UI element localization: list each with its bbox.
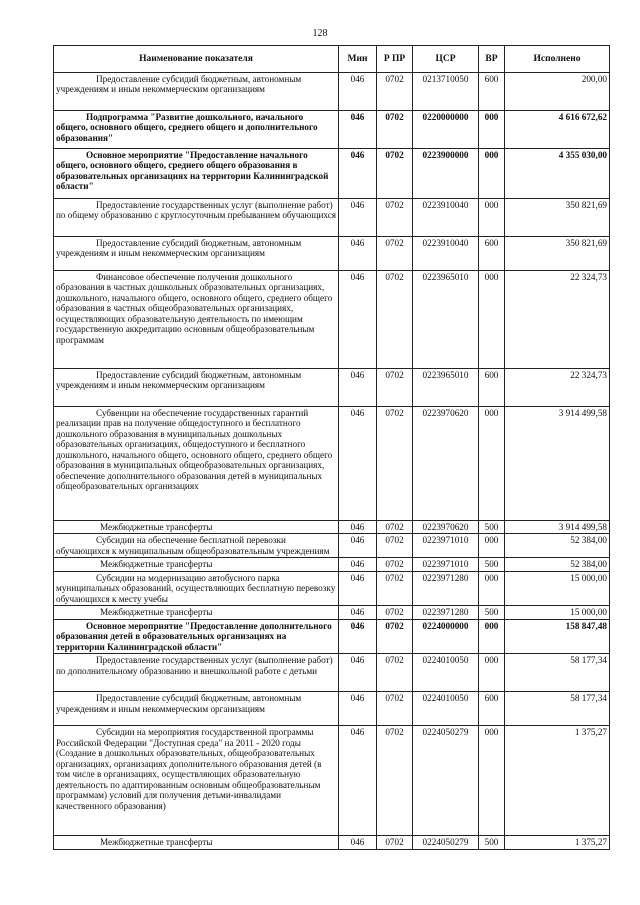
row-csr: 0223965010 [413, 369, 479, 407]
row-min: 046 [339, 571, 377, 605]
row-csr: 0223910040 [413, 199, 479, 237]
row-done: 3 914 499,58 [505, 521, 610, 534]
row-vr: 000 [479, 199, 505, 237]
table-row [54, 619, 610, 653]
row-csr: 0223971010 [413, 534, 479, 558]
row-done: 58 177,34 [505, 692, 610, 726]
table-row [54, 692, 610, 726]
row-min: 046 [339, 619, 377, 653]
row-rpr: 0702 [377, 692, 413, 726]
row-done: 4 616 672,62 [505, 111, 610, 149]
row-csr: 0223970620 [413, 521, 479, 534]
row-done: 1 375,27 [505, 726, 610, 836]
row-min: 046 [339, 237, 377, 271]
table-row [54, 571, 610, 605]
row-rpr: 0702 [377, 726, 413, 836]
header-vr: ВР [479, 46, 505, 73]
row-rpr: 0702 [377, 571, 413, 605]
row-csr: 0224000000 [413, 619, 479, 653]
table-row [54, 149, 610, 199]
row-name: Подпрограмма "Развитие дошкольного, начального общего, основного общего, среднего общего и дополнительного образования" [54, 111, 339, 149]
row-done: 58 177,34 [505, 654, 610, 692]
row-vr: 000 [479, 571, 505, 605]
table-row [54, 237, 610, 271]
table-row [54, 836, 610, 849]
row-csr: 0213710050 [413, 73, 479, 111]
row-vr: 500 [479, 558, 505, 571]
row-name: Субсидии на мероприятия государственной программы Российской Федерации "Доступная среда" на 2011 - 2020 годы (Создание в дошкольных образовательных, общеобразовательных организациях, организациях дополнительного образования детей (в том числе в организациях, осуществляющих образовательную деятельность по адаптированным основным общеобразовательным программам) условий для получения детьми-инвалидами качественного образования) [54, 726, 339, 836]
row-csr: 0224050279 [413, 726, 479, 836]
row-min: 046 [339, 199, 377, 237]
table-row [54, 369, 610, 407]
header-rpr: Р ПР [377, 46, 413, 73]
row-rpr: 0702 [377, 111, 413, 149]
row-vr: 000 [479, 111, 505, 149]
row-rpr: 0702 [377, 271, 413, 369]
row-name: Субвенции на обеспечение государственных гарантий реализации прав на получение общедоступного и бесплатного дошкольного образования в муниципальных дошкольных образовательных организациях, общедоступного и бесплатного дошкольного, начального общего, основного общего, среднего общего образования в муниципальных общеобразовательных организациях, обеспечение дополнительного образования детей в муниципальных общеобразовательных организациях [54, 407, 339, 521]
row-done: 4 355 030,00 [505, 149, 610, 199]
row-name: Предоставление субсидий бюджетным, автономным учреждениям и иным некоммерческим организациям [54, 369, 339, 407]
row-done: 350 821,69 [505, 199, 610, 237]
row-min: 046 [339, 558, 377, 571]
row-vr: 000 [479, 619, 505, 653]
row-min: 046 [339, 149, 377, 199]
page-number: 128 [312, 28, 328, 39]
row-vr: 600 [479, 369, 505, 407]
row-name: Субсидии на обеспечение бесплатной перевозки обучающихся к муниципальным общеобразовательным учреждениям [54, 534, 339, 558]
row-min: 046 [339, 73, 377, 111]
row-csr: 0223910040 [413, 237, 479, 271]
row-rpr: 0702 [377, 558, 413, 571]
table-row [54, 606, 610, 619]
header-done: Исполнено [505, 46, 610, 73]
row-min: 046 [339, 836, 377, 849]
row-done: 22 324,73 [505, 271, 610, 369]
row-vr: 600 [479, 237, 505, 271]
table-row [54, 111, 610, 149]
row-done: 1 375,27 [505, 836, 610, 849]
table-row [54, 726, 610, 836]
row-csr: 0223965010 [413, 271, 479, 369]
row-min: 046 [339, 407, 377, 521]
row-vr: 000 [479, 407, 505, 521]
row-min: 046 [339, 692, 377, 726]
row-name: Основное мероприятие "Предоставление дополнительного образования детей в образовательных организациях на территории Калининградской области" [54, 619, 339, 653]
row-rpr: 0702 [377, 619, 413, 653]
table-row [54, 271, 610, 369]
header-min: Мин [339, 46, 377, 73]
row-rpr: 0702 [377, 407, 413, 521]
row-min: 046 [339, 369, 377, 407]
table-row [54, 407, 610, 521]
budget-table [53, 45, 610, 850]
row-name: Межбюджетные трансферты [54, 521, 339, 534]
row-rpr: 0702 [377, 654, 413, 692]
row-name: Предоставление субсидий бюджетным, автономным учреждениям и иным некоммерческим организациям [54, 237, 339, 271]
row-csr: 0223971280 [413, 571, 479, 605]
row-min: 046 [339, 534, 377, 558]
row-rpr: 0702 [377, 534, 413, 558]
table-row [54, 558, 610, 571]
row-vr: 600 [479, 73, 505, 111]
row-vr: 500 [479, 521, 505, 534]
row-rpr: 0702 [377, 199, 413, 237]
row-csr: 0223971280 [413, 606, 479, 619]
row-done: 22 324,73 [505, 369, 610, 407]
row-name: Предоставление субсидий бюджетным, автономным учреждениям и иным некоммерческим организациям [54, 692, 339, 726]
row-done: 52 384,00 [505, 558, 610, 571]
table-row [54, 521, 610, 534]
row-done: 52 384,00 [505, 534, 610, 558]
row-rpr: 0702 [377, 606, 413, 619]
row-name: Предоставление государственных услуг (выполнение работ) по общему образованию с круглосуточным пребыванием обучающихся [54, 199, 339, 237]
row-csr: 0224010050 [413, 654, 479, 692]
row-vr: 000 [479, 654, 505, 692]
row-done: 15 000,00 [505, 571, 610, 605]
row-rpr: 0702 [377, 149, 413, 199]
row-csr: 0223971010 [413, 558, 479, 571]
row-done: 200,00 [505, 73, 610, 111]
row-done: 158 847,48 [505, 619, 610, 653]
row-min: 046 [339, 521, 377, 534]
row-vr: 600 [479, 692, 505, 726]
row-csr: 0223900000 [413, 149, 479, 199]
table-row [54, 73, 610, 111]
row-min: 046 [339, 271, 377, 369]
row-min: 046 [339, 111, 377, 149]
row-csr: 0223970620 [413, 407, 479, 521]
row-vr: 000 [479, 271, 505, 369]
table-row [54, 654, 610, 692]
row-vr: 000 [479, 534, 505, 558]
row-name: Межбюджетные трансферты [54, 836, 339, 849]
table-header-row [54, 46, 610, 73]
row-done: 3 914 499,58 [505, 407, 610, 521]
row-vr: 500 [479, 836, 505, 849]
row-rpr: 0702 [377, 73, 413, 111]
row-rpr: 0702 [377, 836, 413, 849]
row-rpr: 0702 [377, 521, 413, 534]
row-name: Предоставление субсидий бюджетным, автономным учреждениям и иным некоммерческим организациям [54, 73, 339, 111]
row-vr: 000 [479, 149, 505, 199]
row-min: 046 [339, 606, 377, 619]
row-name: Межбюджетные трансферты [54, 558, 339, 571]
row-name: Межбюджетные трансферты [54, 606, 339, 619]
row-csr: 0224050279 [413, 836, 479, 849]
row-done: 15 000,00 [505, 606, 610, 619]
table-row [54, 534, 610, 558]
row-vr: 000 [479, 726, 505, 836]
row-csr: 0220000000 [413, 111, 479, 149]
row-name: Основное мероприятие "Предоставление начального общего, основного общего, среднего общего образования в образовательных организациях на территории Калининградской области" [54, 149, 339, 199]
row-name: Финансовое обеспечение получения дошкольного образования в частных дошкольных образовательных организациях, дошкольного, начального общего, основного общего, среднего общего образования в частных общеобразовательных организациях, осуществляющих образовательную деятельность по имеющим государственную аккредитацию основным общеобразовательным программам [54, 271, 339, 369]
row-vr: 500 [479, 606, 505, 619]
row-min: 046 [339, 654, 377, 692]
row-csr: 0224010050 [413, 692, 479, 726]
row-rpr: 0702 [377, 237, 413, 271]
row-name: Предоставление государственных услуг (выполнение работ) по дополнительному образованию и внешкольной работе с детьми [54, 654, 339, 692]
header-name: Наименование показателя [54, 46, 339, 73]
row-name: Субсидии на модернизацию автобусного парка муниципальных образований, осуществляющих бесплатную перевозку обучающихся к месту учебы [54, 571, 339, 605]
row-min: 046 [339, 726, 377, 836]
row-done: 350 821,69 [505, 237, 610, 271]
header-csr: ЦСР [413, 46, 479, 73]
table-row [54, 199, 610, 237]
row-rpr: 0702 [377, 369, 413, 407]
